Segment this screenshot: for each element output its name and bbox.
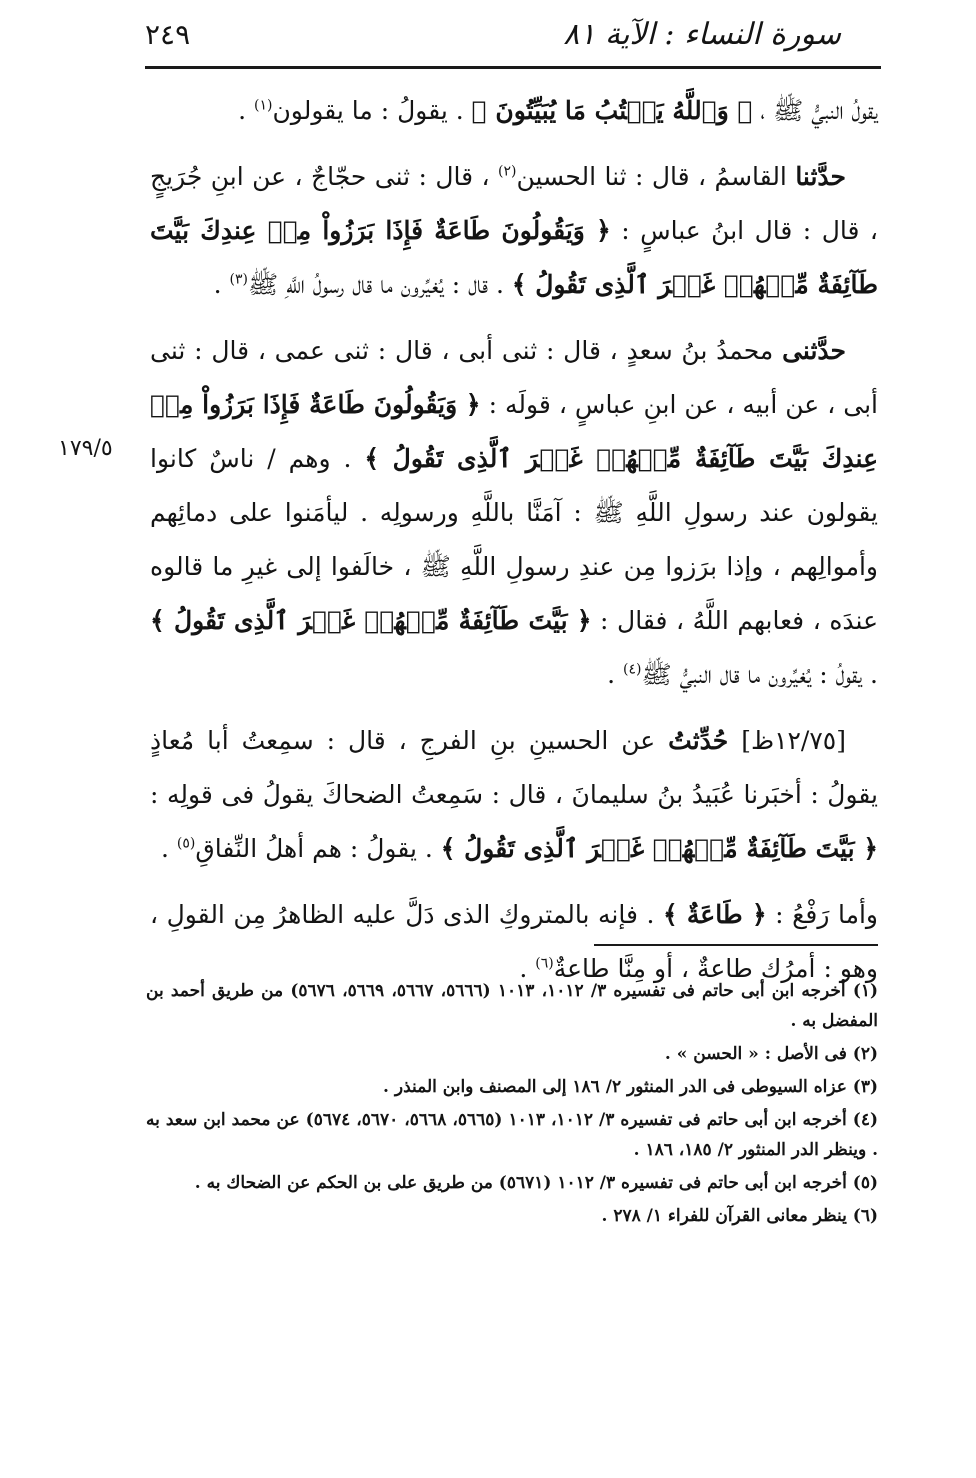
text-run: . يقولُ : يُغيِّرون ما قال النبيُّ ﷺ [641,660,878,689]
quran-quote: ﴿ وَيَقُولُونَ طَاعَةٌ فَإِذَا بَرَزُواْ مِنۡ عِندِكَ بَيَّتَ طَآئِفَةٌ مِّنۡهُمۡ غَيۡرَ ٱلَّذِى تَقُولُ ﴾ [150,390,878,473]
footnote: (٣) عزاه السيوطى فى الدر المنثور ٢/ ١٨٦ إلى المصنف وابن المنذر . [383,1077,878,1097]
footnote-marker: (٢) [497,163,517,180]
text-run: . [238,96,254,125]
text-run: . [519,954,536,983]
text-run: يقولُ النبيُّ ﷺ ، [752,96,878,125]
footnote: (٢) فى الأصل : « الحسن » . [664,1044,878,1064]
paragraph [150,150,878,312]
text-run: . [213,270,230,299]
header-rule [145,66,881,69]
text-run: . قال : يُغيِّرون ما قال رسولُ اللَّهِ ﷺ [247,270,512,299]
footnote-marker: (٣) [229,271,248,288]
paragraph [150,324,878,702]
paragraph [150,714,878,876]
footnote-marker: (٥) [176,835,196,852]
quran-quote: ﴿ وَيَقُولُونَ طَاعَةٌ فَإِذَا بَرَزُواْ مِنۡ عِندِكَ بَيَّتَ طَآئِفَةٌ مِّنۡهُمۡ غَيۡرَ ٱلَّذِى تَقُولُ ﴾ [150,216,878,299]
footnote: (٦) ينظر معانى القرآن للفراء ١/ ٢٧٨ . [601,1206,878,1226]
text-run: عن الحسينِ بنِ الفرجِ ، قال : سمِعتُ أبا مُعاذٍ يقولُ : أخبَرنا عُبَيدُ بنُ سليمانَ ، قال : سَمِعتُ الضحاكَ يقولُ فى قولِه : [150,726,878,809]
quran-quote: ﴿ وَٱللَّهُ يَكۡتُبُ مَا يُبَيِّتُونَ ﴾ [471,96,753,125]
footnotes [146,976,878,1234]
footnote-marker: (١) [253,97,273,114]
text-run: . [161,834,177,863]
footnote: (١) أخرجه ابن أبى حاتم فى تفسيره ٣/ ١٠١٢، ١٠١٣ (٥٦٦٦، ٥٦٦٧، ٥٦٦٩، ٥٦٧٦) من طريق أحمد بن المفضل به . [146,981,879,1031]
text-run: . يقولُ : هم أهلُ النِّفاقِ [195,834,441,863]
quran-quote: ﴿ بَيَّتَ طَآئِفَةٌ مِّنۡهُمۡ غَيۡرَ ٱلَّذِى تَقُولُ ﴾ [440,834,878,863]
text-run: محمدُ بنُ سعدٍ ، قال : ثنى أبى ، قال : ثنى عمى ، قال : ثنى أبى ، عن أبيه ، عن ابنِ عباسٍ ، قولَه : [150,336,879,419]
page-number: ٢٤٩ [145,17,191,51]
text-run: . وهم / ناسٌ كانوا يقولون عند رسولِ اللَّهِ ﷺ : آمَنَّا باللَّهِ ورسولِه . ليأمَنوا على دمائِهم وأموالِهم ، وإذا برَزوا مِن عندِ رسولِ اللَّهِ ﷺ ، خالَفوا إلى غيرِ ما قالوه عندَه ، فعابهم اللَّهُ ، فقال : [150,444,878,635]
surah-heading: سورة النساء : الآية ٨١ [563,16,841,52]
text-run: . [607,660,623,689]
text-run: وأما رَفْعُ : [766,900,878,929]
quran-quote: ﴿ بَيَّتَ طَآئِفَةٌ مِّنۡهُمۡ غَيۡرَ ٱلَّذِى تَقُولُ ﴾ [150,606,592,635]
footnote-marker: (٤) [623,661,642,678]
margin-reference: ١٧٩/٥ [58,436,113,461]
isnad-opener: حدَّثنا [795,162,847,191]
footnote: (٤) أخرجه ابن أبى حاتم فى تفسيره ٣/ ١٠١٢، ١٠١٣ (٥٦٦٥، ٥٦٦٨، ٥٦٧٠، ٥٦٧٤) عن محمد ابن سعد به . وينظر الدر المنثور ٢/ ١٨٥، ١٨٦ . [146,1110,879,1160]
isnad-opener: حُدِّثتُ [668,726,729,755]
footnote-separator [594,944,878,946]
text-run: . يقولُ : ما يقولون [272,96,472,125]
text-run: القاسمُ ، قال : ثنا الحسين [516,162,796,191]
isnad-opener: حدَّثنى [782,336,846,365]
main-text [150,84,878,1008]
footnote: (٥) أخرجه ابن أبى حاتم فى تفسيره ٣/ ١٠١٢ (٥٦٧١) من طريق على بن الحكم عن الضحاك به . [194,1173,878,1193]
footnote-marker: (٦) [535,955,554,972]
text-run: . فإنه بالمتروكِ الذى دَلَّ عليه الظاهرُ مِن القولِ ، وهو : أمرُك طاعةٌ ، أو مِنَّا طاعةٌ [150,900,878,983]
text-run: [١٢/٧٥ظ] [728,726,846,755]
quran-quote: ﴿ طَاعَةٌ ﴾ [662,900,767,929]
paragraph [150,84,878,138]
running-header [145,6,881,62]
text-run: ، قال : ثنى حجّاجٌ ، عن ابنِ جُرَيجٍ ، قال : قال ابنُ عباسٍ : [150,162,878,245]
